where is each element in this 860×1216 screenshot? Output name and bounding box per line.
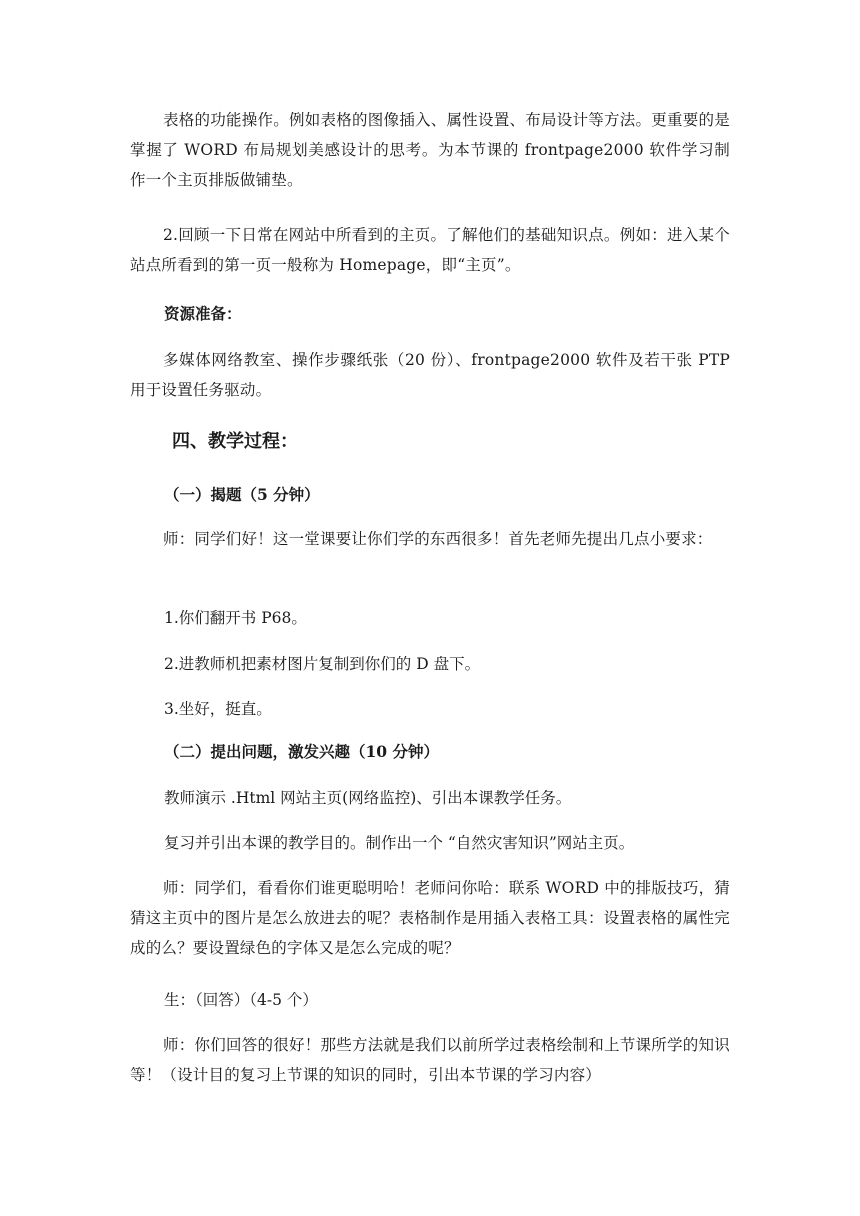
list-item-open-book: 1.你们翻开书 P68。 <box>164 609 307 627</box>
paragraph-teacher-greeting: 师：同学们好！这一堂课要让你们学的东西很多！首先老师先提出几点小要求： <box>163 530 713 548</box>
resource-heading: 资源准备： <box>164 304 242 323</box>
subheading-raise-questions: （二）提出问题，激发兴趣（10 分钟） <box>164 742 439 761</box>
section-heading-teaching-process: 四、教学过程： <box>172 431 298 452</box>
paragraph-resources: 多媒体网络教室、操作步骤纸张（20 份）、frontpage2000 软件及若干张 PTP 用于设置任务驱动。 <box>130 351 730 399</box>
paragraph-table-functions: 表格的功能操作。例如表格的图像插入、属性设置、布局设计等方法。更重要的是掌握了 WORD 布局规划美感设计的思考。为本节课的 frontpage2000 软件学习制作一个主页排版做铺垫。 <box>130 111 730 189</box>
paragraph-student-answer: 生：（回答）（4-5 个） <box>164 991 318 1009</box>
paragraph-review-objective: 复习并引出本课的教学目的。制作出一个 “自然灾害知识”网站主页。 <box>164 834 635 852</box>
list-item-sit-up: 3.坐好，挺直。 <box>164 700 272 718</box>
paragraph-teacher-question: 师：同学们，看看你们谁更聪明哈！老师问你哈：联系 WORD 中的排版技巧，猜猜这主页中的图片是怎么放进去的呢？表格制作是用插入表格工具：设置表格的属性完成的么？要设置绿色的字体又是怎么完成的呢？ <box>130 879 730 957</box>
paragraph-teacher-summary: 师：你们回答的很好！那些方法就是我们以前所学过表格绘制和上节课所学的知识等！（设计目的复习上节课的知识的同时，引出本节课的学习内容） <box>130 1036 730 1084</box>
paragraph-review-homepage: 2.回顾一下日常在网站中所看到的主页。了解他们的基础知识点。例如：进入某个站点所看到的第一页一般称为 Homepage，即“主页”。 <box>130 226 730 274</box>
paragraph-teacher-demo: 教师演示 .Html 网站主页(网络监控)、引出本课教学任务。 <box>164 789 572 807</box>
subheading-introduction: （一）揭题（5 分钟） <box>164 485 320 504</box>
list-item-copy-images: 2.进教师机把素材图片复制到你们的 D 盘下。 <box>164 655 481 673</box>
